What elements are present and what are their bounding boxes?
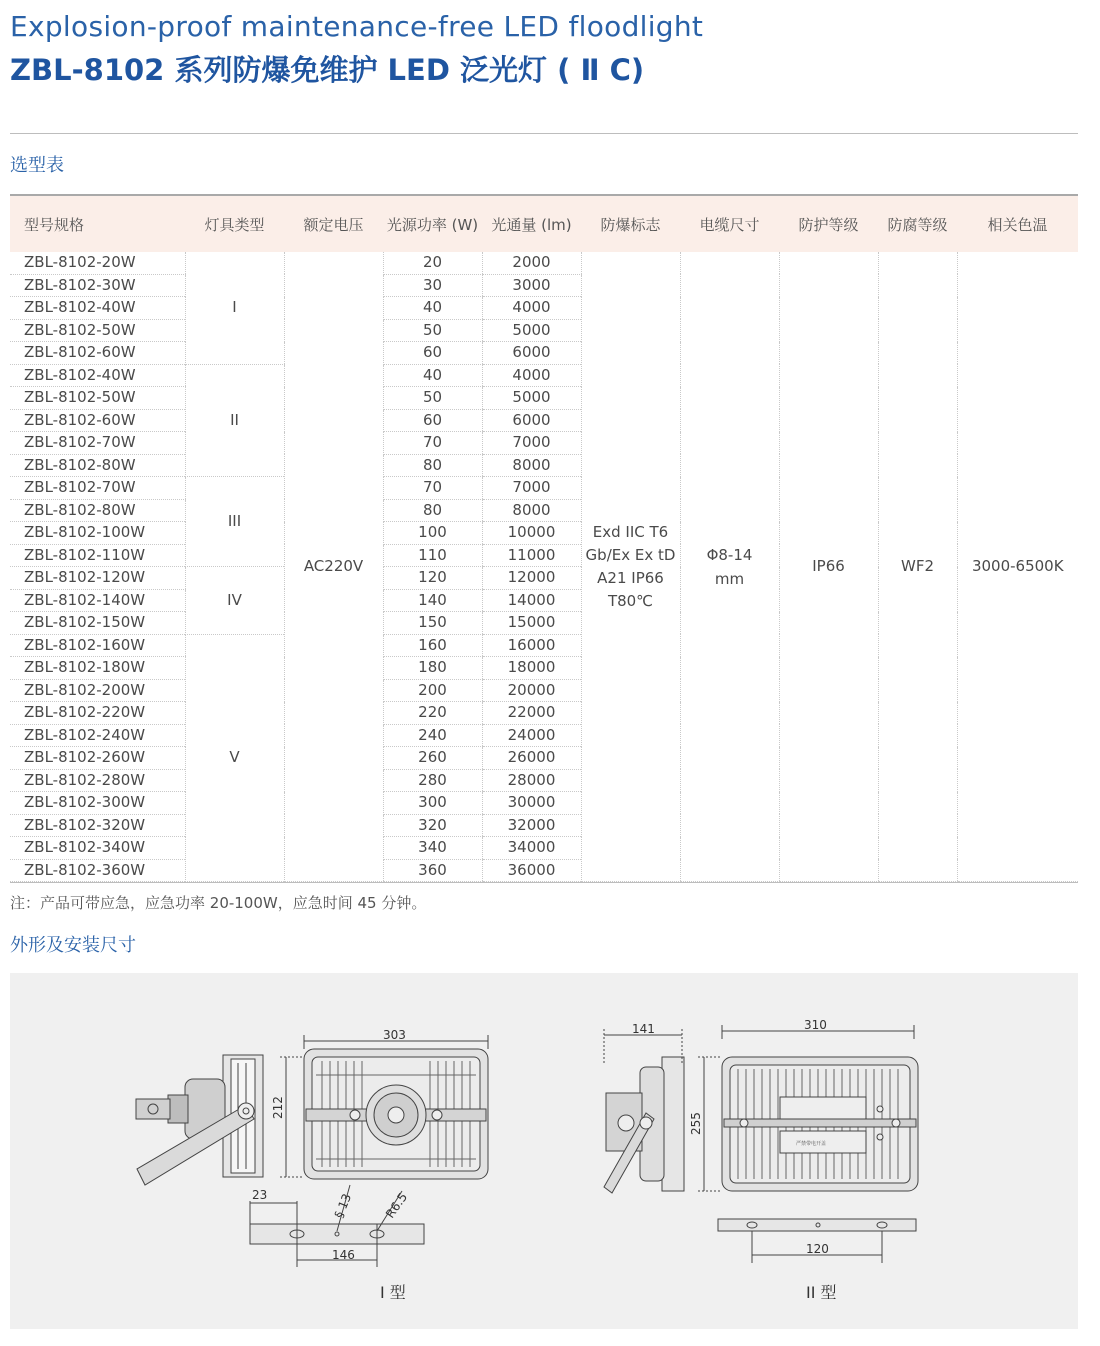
type1-drawing: [136, 1035, 488, 1267]
flux-cell: 2000: [482, 252, 581, 274]
model-cell: ZBL-8102-160W: [10, 634, 185, 657]
title-english: Explosion-proof maintenance-free LED floodlight: [10, 10, 704, 43]
dimension-drawings: [10, 973, 1078, 1329]
flux-cell: 18000: [482, 657, 581, 680]
type1-offset-label: 23: [252, 1188, 268, 1202]
power-cell: 260: [383, 747, 482, 770]
power-cell: 50: [383, 387, 482, 410]
model-cell: ZBL-8102-20W: [10, 252, 185, 274]
flux-cell: 14000: [482, 589, 581, 612]
power-cell: 20: [383, 252, 482, 274]
dimensions-heading: 外形及安装尺寸: [10, 935, 136, 956]
power-cell: 40: [383, 364, 482, 387]
column-header: 相关色温: [957, 196, 1078, 252]
type1-radius-label: R6.5: [382, 1190, 411, 1221]
model-cell: ZBL-8102-50W: [10, 319, 185, 342]
model-cell: ZBL-8102-150W: [10, 612, 185, 635]
model-cell: ZBL-8102-50W: [10, 387, 185, 410]
power-cell: 110: [383, 544, 482, 567]
flux-cell: 3000: [482, 274, 581, 297]
power-cell: 50: [383, 319, 482, 342]
model-cell: ZBL-8102-280W: [10, 769, 185, 792]
table-body: [10, 252, 1078, 882]
cable-size-line: mm: [714, 569, 745, 588]
model-cell: ZBL-8102-320W: [10, 814, 185, 837]
model-cell: ZBL-8102-180W: [10, 657, 185, 680]
model-cell: ZBL-8102-60W: [10, 342, 185, 365]
drawing-svg: [10, 973, 1078, 1329]
power-cell: 340: [383, 837, 482, 860]
flux-cell: 8000: [482, 454, 581, 477]
flux-cell: 5000: [482, 319, 581, 342]
lamp-type-cell: V: [185, 634, 284, 882]
power-cell: 140: [383, 589, 482, 612]
voltage-cell: AC220V: [284, 252, 383, 882]
table-header-row: [10, 196, 1078, 252]
model-cell: ZBL-8102-200W: [10, 679, 185, 702]
power-cell: 150: [383, 612, 482, 635]
flux-cell: 4000: [482, 297, 581, 320]
flux-cell: 36000: [482, 859, 581, 882]
power-cell: 300: [383, 792, 482, 815]
model-cell: ZBL-8102-220W: [10, 702, 185, 725]
type1-side-view: [136, 1055, 263, 1185]
selection-table: [10, 196, 1078, 882]
ex-marking-line: A21 IP66: [597, 568, 664, 587]
column-header: 防护等级: [779, 196, 878, 252]
flux-cell: 30000: [482, 792, 581, 815]
type1-slot-label: § 13: [331, 1191, 355, 1221]
model-cell: ZBL-8102-30W: [10, 274, 185, 297]
power-cell: 80: [383, 454, 482, 477]
ex-marking-line: Exd IIC T6: [592, 522, 669, 541]
power-cell: 360: [383, 859, 482, 882]
column-header: 光源功率 (W): [383, 196, 482, 252]
type2-height-label: 255: [689, 1112, 703, 1135]
flux-cell: 12000: [482, 567, 581, 590]
anticorrosion-cell: WF2: [878, 252, 957, 882]
title-chinese: ZBL-8102 系列防爆免维护 LED 泛光灯 ( Ⅱ C): [10, 53, 645, 87]
model-cell: ZBL-8102-360W: [10, 859, 185, 882]
model-cell: ZBL-8102-80W: [10, 499, 185, 522]
type1-height-label: 212: [271, 1096, 285, 1119]
type2-width-label: 310: [804, 1018, 827, 1032]
power-cell: 30: [383, 274, 482, 297]
cable-size-line: Φ8-14: [706, 545, 753, 564]
flux-cell: 6000: [482, 409, 581, 432]
table-row: [10, 252, 1078, 274]
color-temp-cell: 3000-6500K: [957, 252, 1078, 882]
type2-drawing: [604, 1025, 918, 1263]
model-cell: ZBL-8102-240W: [10, 724, 185, 747]
power-cell: 70: [383, 432, 482, 455]
type1-caption: I 型: [380, 1283, 406, 1302]
type2-caption: II 型: [806, 1283, 837, 1302]
flux-cell: 32000: [482, 814, 581, 837]
type2-warning-plate: 严禁带电开盖: [796, 1141, 827, 1147]
cable-size-cell: [680, 252, 779, 882]
flux-cell: 6000: [482, 342, 581, 365]
power-cell: 320: [383, 814, 482, 837]
flux-cell: 34000: [482, 837, 581, 860]
flux-cell: 7000: [482, 432, 581, 455]
power-cell: 180: [383, 657, 482, 680]
ex-marking-line: T80℃: [607, 591, 654, 610]
power-cell: 200: [383, 679, 482, 702]
type2-bracket-view: [718, 1219, 916, 1263]
flux-cell: 20000: [482, 679, 581, 702]
flux-cell: 16000: [482, 634, 581, 657]
flux-cell: 4000: [482, 364, 581, 387]
type2-side-view: [604, 1057, 684, 1193]
power-cell: 220: [383, 702, 482, 725]
header-divider: [10, 133, 1078, 134]
lamp-type-cell: II: [185, 364, 284, 477]
model-cell: ZBL-8102-60W: [10, 409, 185, 432]
power-cell: 120: [383, 567, 482, 590]
power-cell: 280: [383, 769, 482, 792]
flux-cell: 7000: [482, 477, 581, 500]
ex-marking-cell: [581, 252, 680, 882]
type1-front-view: [304, 1049, 488, 1179]
type2-hole-spacing-label: 120: [806, 1242, 829, 1256]
flux-cell: 5000: [482, 387, 581, 410]
selection-heading: 选型表: [10, 155, 64, 176]
flux-cell: 15000: [482, 612, 581, 635]
power-cell: 100: [383, 522, 482, 545]
power-cell: 40: [383, 297, 482, 320]
lamp-type-cell: III: [185, 477, 284, 567]
flux-cell: 22000: [482, 702, 581, 725]
flux-cell: 8000: [482, 499, 581, 522]
column-header: 型号规格: [10, 196, 185, 252]
lamp-type-cell: IV: [185, 567, 284, 635]
power-cell: 240: [383, 724, 482, 747]
model-cell: ZBL-8102-70W: [10, 477, 185, 500]
type2-front-view: [722, 1057, 918, 1191]
flux-cell: 10000: [482, 522, 581, 545]
flux-cell: 11000: [482, 544, 581, 567]
power-cell: 60: [383, 409, 482, 432]
model-cell: ZBL-8102-140W: [10, 589, 185, 612]
column-header: 额定电压: [284, 196, 383, 252]
column-header: 防爆标志: [581, 196, 680, 252]
power-cell: 70: [383, 477, 482, 500]
model-cell: ZBL-8102-120W: [10, 567, 185, 590]
lamp-type-cell: I: [185, 252, 284, 364]
model-cell: ZBL-8102-260W: [10, 747, 185, 770]
model-cell: ZBL-8102-80W: [10, 454, 185, 477]
model-cell: ZBL-8102-340W: [10, 837, 185, 860]
type1-width-label: 303: [383, 1028, 406, 1042]
column-header: 电缆尺寸: [680, 196, 779, 252]
flux-cell: 24000: [482, 724, 581, 747]
column-header: 防腐等级: [878, 196, 957, 252]
model-cell: ZBL-8102-70W: [10, 432, 185, 455]
flux-cell: 28000: [482, 769, 581, 792]
model-cell: ZBL-8102-110W: [10, 544, 185, 567]
column-header: 灯具类型: [185, 196, 284, 252]
emergency-note: 注：产品可带应急，应急功率 20-100W，应急时间 45 分钟。: [10, 894, 427, 912]
ex-marking-line: Gb/Ex Ex tD: [585, 545, 676, 564]
model-cell: ZBL-8102-40W: [10, 297, 185, 320]
power-cell: 60: [383, 342, 482, 365]
table-bottom-rule: [10, 882, 1078, 883]
type2-depth-label: 141: [632, 1022, 655, 1036]
model-cell: ZBL-8102-300W: [10, 792, 185, 815]
model-cell: ZBL-8102-40W: [10, 364, 185, 387]
power-cell: 80: [383, 499, 482, 522]
model-cell: ZBL-8102-100W: [10, 522, 185, 545]
column-header: 光通量 (lm): [482, 196, 581, 252]
flux-cell: 26000: [482, 747, 581, 770]
ip-rating-cell: IP66: [779, 252, 878, 882]
type1-hole-spacing-label: 146: [332, 1248, 355, 1262]
power-cell: 160: [383, 634, 482, 657]
